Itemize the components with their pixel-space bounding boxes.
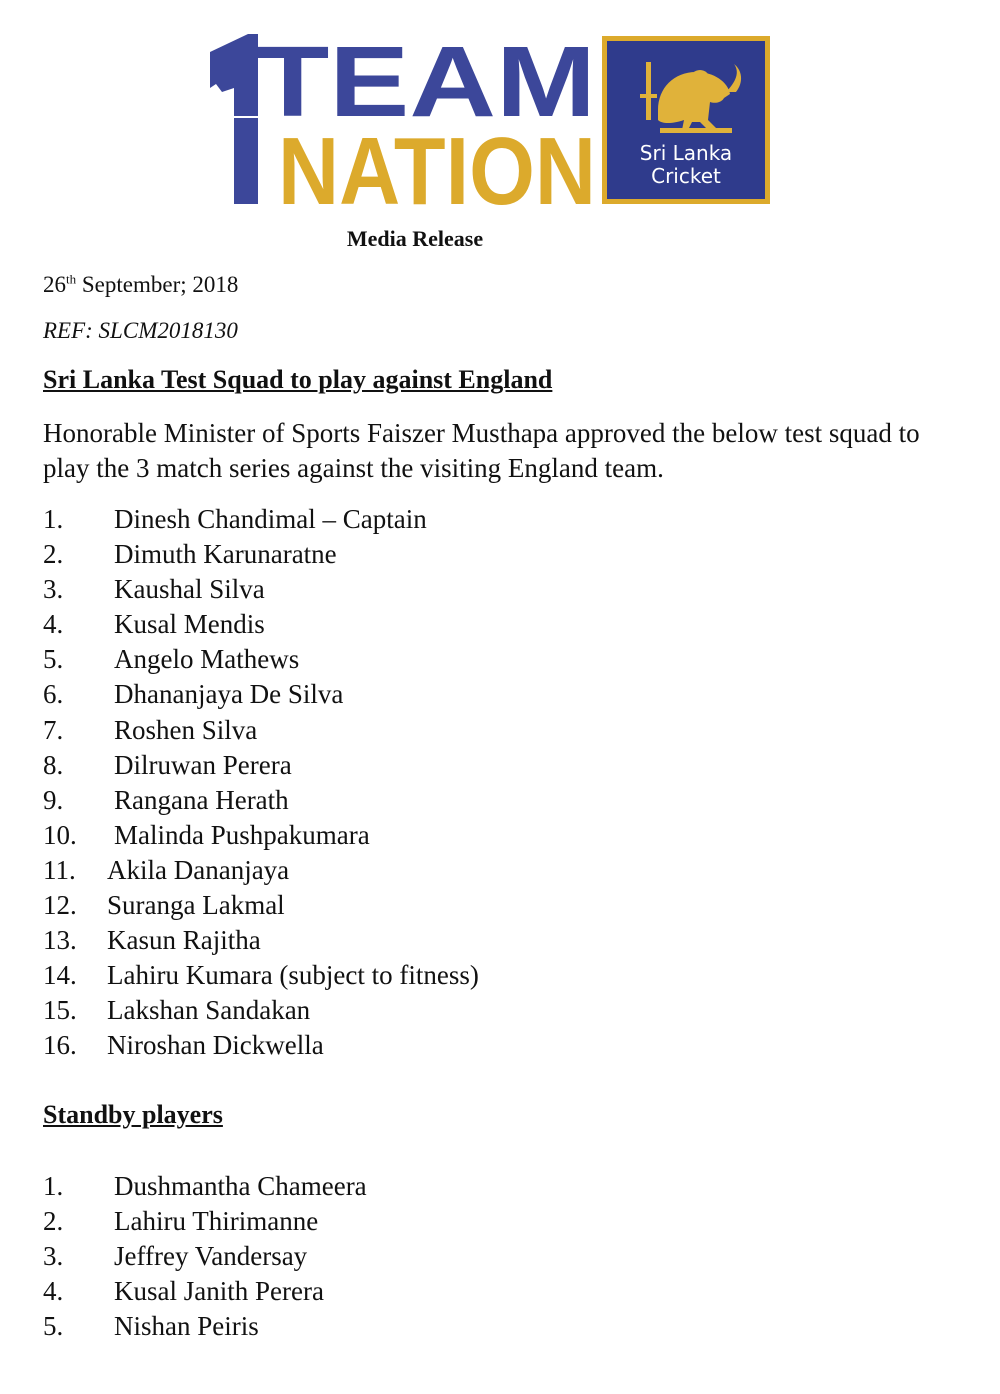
list-number: 10. (43, 819, 77, 850)
document-type: Media Release (346, 226, 484, 251)
player-name: Malinda Pushpakumara (114, 819, 370, 850)
logo-digit-one (210, 34, 258, 116)
player-name: Niroshan Dickwella (107, 1030, 324, 1061)
list-number: 7. (43, 714, 64, 745)
team-nation-logo (196, 32, 776, 210)
list-number: 8. (43, 749, 64, 780)
player-name: Dushmantha Chameera (114, 1171, 367, 1201)
player-name: Dinesh Chandimal – Captain (114, 504, 427, 534)
player-name: Jeffrey Vandersay (114, 1241, 308, 1272)
logo-line-team: TEAM (256, 32, 596, 138)
player-name: Kusal Mendis (114, 609, 265, 640)
squad-title: Sri Lanka Test Squad to play against England (43, 365, 553, 394)
list-number: 16. (43, 1030, 77, 1061)
player-name: Suranga Lakmal (107, 890, 285, 921)
player-name: Angelo Mathews (114, 644, 300, 675)
badge-line-1: Sri Lanka (639, 141, 733, 165)
list-number: 4. (43, 609, 64, 640)
player-name: Kasun Rajitha (107, 925, 261, 956)
list-number: 9. (43, 784, 64, 815)
list-number: 6. (43, 679, 64, 710)
player-name: Lahiru Thirimanne (114, 1206, 319, 1237)
date-rest: September; 2018 (76, 272, 239, 297)
list-number: 2. (43, 1206, 64, 1237)
badge-line-2: Cricket (651, 164, 721, 188)
release-date (43, 272, 238, 298)
list-number: 3. (43, 1241, 64, 1272)
logo-graphic (196, 32, 776, 210)
list-number: 1. (43, 504, 64, 534)
reference-number: REF: SLCM2018130 (43, 318, 238, 343)
player-name: Akila Dananjaya (107, 854, 290, 885)
logo-digit-one-lower (234, 118, 258, 204)
player-name: Roshen Silva (114, 714, 258, 745)
list-number: 11. (43, 854, 76, 885)
list-number: 4. (43, 1276, 64, 1307)
player-name: Dhananjaya De Silva (114, 679, 344, 710)
player-name: Nishan Peiris (114, 1311, 259, 1342)
logo-line-nation: NATION (278, 118, 596, 210)
date-day: 26 (43, 272, 66, 297)
standby-title: Standby players (43, 1100, 223, 1129)
list-number: 5. (43, 644, 64, 675)
list-number: 1. (43, 1171, 64, 1201)
player-name: Lakshan Sandakan (107, 995, 311, 1026)
player-name: Dilruwan Perera (114, 749, 292, 780)
list-number: 13. (43, 925, 77, 956)
player-name: Kusal Janith Perera (114, 1276, 324, 1307)
player-name: Lahiru Kumara (subject to fitness) (107, 960, 479, 991)
list-number: 5. (43, 1311, 64, 1342)
list-number: 12. (43, 890, 77, 921)
list-number: 2. (43, 539, 64, 570)
list-number: 15. (43, 995, 77, 1026)
intro-paragraph: Honorable Minister of Sports Faiszer Musthapa approved the below test squad to play the 3 match series against the visiting England team. (43, 418, 920, 483)
player-name: Kaushal Silva (114, 574, 265, 605)
list-number: 3. (43, 574, 64, 605)
list-number: 14. (43, 960, 77, 991)
date-suffix: th (66, 271, 77, 287)
player-name: Rangana Herath (114, 784, 289, 815)
player-name: Dimuth Karunaratne (114, 539, 337, 570)
